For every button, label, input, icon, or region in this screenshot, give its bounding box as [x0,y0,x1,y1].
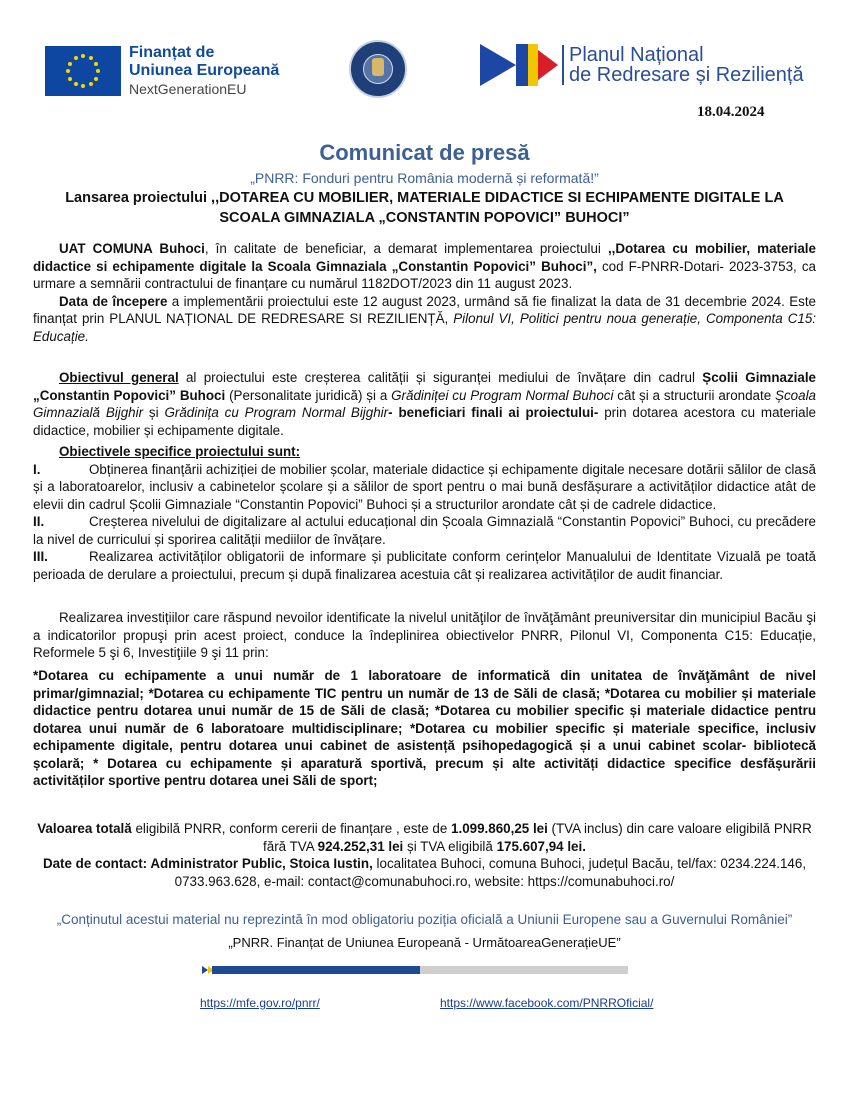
eu-star-icon [81,54,85,58]
pnrr-arrows-icon [480,44,558,86]
eu-star-icon [68,77,72,81]
project-title-line2: SCOALA GIMNAZIALA „CONSTANTIN POPOVICI” BUHOCI” [219,210,630,226]
investments-paragraph [33,609,816,662]
pnrr-signature: „PNRR. Finanțat de Uniunea Europeană - UrmătoareaGenerațieUE” [228,935,621,950]
item-number: III. [33,549,48,564]
guvernul-romaniei-seal-icon [349,40,407,98]
facebook-link[interactable]: https://www.facebook.com/PNRROficial/ [440,996,654,1010]
slogan: „PNRR: Fonduri pentru România modernă și reformată!” [250,170,599,186]
vat-value: 175.607,94 lei. [496,838,586,854]
bar-blue-segment [212,966,420,974]
kindergarten-name: Grădiniței cu Program Normal Buhoci [391,387,614,403]
budget-paragraph [33,820,816,855]
specific-objective-item [33,513,816,548]
eu-star-icon [89,82,93,86]
mfe-link[interactable]: https://mfe.gov.ro/pnrr/ [200,996,320,1010]
intro-paragraph-2 [33,293,816,346]
eu-flag-icon [45,46,121,96]
item-text: Obținerea finanțării achiziției de mobilier școlar, materiale didactice și echipamente digitale necesare dotării sălilor de clasă și a laboratoarelor, inclusiv a cabinetelor școlare și a sălilor de sport pentru o mai bună desfășurare a activităților didactice atât de elevii din cadrul Școlii Gimnaziale “Constantin Popovici” Buhoci și a structurilor arondate cât și de cadrele didactice. [33,461,816,512]
specific-objectives-heading [33,443,816,461]
general-objective-label: Obiectivul general [59,370,179,385]
budget-text: și TVA eligibilă [403,838,497,854]
eu-star-icon [96,69,100,73]
eu-star-icon [74,56,78,60]
specific-objectives-section [33,443,816,583]
objective-text: (Personalitate juridică) și a [225,387,392,403]
investments-text: Realizarea investițiilor care răspund nevoilor identificate la nivelul unităţilor de învăţământ preuniversitar din municipiul Bacău şi a indicatorilor propuşi prin acest proiect, conduce la îndeplinirea obiectivelor PNRR, Pilonul VI, Componenta C15: Educație, Reformele 5 şi 6, Investiţiile 9 şi 11 prin: [33,610,816,660]
total-value-label: Valoarea totală [37,821,132,836]
item-text: Realizarea activităților obligatorii de informare și publicitate conform cerințelor Manualului de Identitate Vizuală pe toată perioada de derulare a proiectului, precum și după finalizarea acestuia cât și realizarea activităților de audit financiar. [33,549,816,582]
eu-funding-logo [45,44,279,98]
contact-label: Date de contact: Administrator Public, Stoica Iustin, [42,856,373,871]
intro-text: cod F-PNRR-Dotari- 2023-3753, ca urmare a semnării contractului de finanțare cu numărul 1182DOT/2023 din 11 august 2023. [33,258,816,291]
contact-paragraph [33,855,816,890]
objective-text: cât și a structurii arondate [613,387,776,403]
heading-text: Obiectivele specifice proiectului sunt: [59,444,301,459]
eu-star-icon [81,84,85,88]
budget-text: (TVA inclus) din care valoare eligibilă PNRR fără TVA [263,821,812,854]
specific-objective-item [33,461,816,514]
document-date: 18.04.2024 [697,104,765,120]
disclaimer: „Conținutul acestui material nu reprezintă în mod obligatoriu poziția oficială a Uniunii Europene sau a Guvernului României” [56,912,793,927]
budget-text: eligibilă PNRR, conform cererii de finanțare , este de [131,821,452,836]
decorative-progress-bar [202,966,628,974]
start-date-label: Data de începere [59,293,168,309]
item-number: I. [33,461,41,477]
school-structure-name: Școala Gimnazială Bijghir [33,387,816,420]
page-title: Comunicat de presă [319,140,530,165]
eu-logo-line2: Uniunea Europeană [129,62,280,79]
eu-star-icon [68,62,72,66]
kindergarten-structure-name: Grădinița cu Program Normal Bijghir [164,405,389,420]
eu-star-icon [94,77,98,81]
total-value: 1.099.860,25 lei [451,821,548,836]
eu-star-icon [94,62,98,66]
pnrr-logo-line2: de Redresare și Reziliență [569,64,804,86]
item-text: Creșterea nivelului de digitalizare al actului educațional din Școala Gimnazială “Constantin Popovici” Buhoci, cu precădere la nivel de curricului și sporirea calității mediilor de învățare. [33,514,816,547]
pnrr-logo-line1: Planul Național [569,44,704,66]
intro-text: a implementării proiectului este 12 august 2023, urmând să fie finalizat la data de 31 decembrie 2024. Este finanțat prin PLANUL NAȚIONAL DE REDRESARE SI REZILIENȚĂ, [33,293,816,326]
eu-logo-line1: Finanțat de [129,44,215,61]
bar-grey-segment [420,966,628,974]
intro-paragraph-1 [33,240,816,293]
eu-star-icon [89,56,93,60]
coat-of-arms-icon [372,58,384,76]
value-without-vat: 924.252,31 lei [317,838,404,854]
objective-text: prin dotarea acestora cu materiale didactice, mobilier și echipamente digitale. [33,405,816,438]
beneficiary-name: UAT COMUNA Buhoci [59,241,205,256]
objective-text: al proiectului este creșterea calității și siguranței mediului de învățare din cadrul [178,370,703,385]
project-title [0,188,849,228]
pnrr-logo [480,44,804,86]
project-title-line1: Lansarea proiectului ,,DOTAREA CU MOBILIER, MATERIALE DIDACTICE SI ECHIPAMENTE DIGITALE LA [65,190,784,206]
objective-text: și [143,405,165,420]
eu-star-icon [66,69,70,73]
final-beneficiaries: - beneficiari finali ai proiectului- [388,405,599,420]
specific-objective-item [33,548,816,583]
component-text: Pilonul VI, Politici pentru noua generație, Componenta C15: Educație. [33,311,816,344]
eu-logo-line3: NextGenerationEU [129,81,247,97]
contact-details: localitatea Buhoci, comuna Buhoci, județul Bacău, tel/fax: 0234.224.146, 0733.963.628, e-mail: contact@comunabuhoci.ro, website: https://comunabuhoci.ro/ [174,856,807,889]
school-name: Școlii Gimnaziale „Constantin Popovici” Buhoci [33,370,816,403]
project-name: ,,Dotarea cu mobilier, materiale didactice si echipamente digitale la Scoala Gimnaziala „Constantin Popovici” Buhoci”, [33,241,816,274]
intro-section [33,240,816,345]
general-objective-paragraph [33,369,816,439]
item-number: II. [33,514,45,529]
eu-star-icon [74,82,78,86]
budget-section [33,820,816,890]
intro-text: , în calitate de beneficiar, a demarat implementarea proiectului [204,241,608,256]
equipment-list: *Dotarea cu echipamente a unui număr de 1 laboratoare de informatică din unitatea de învăţământ de nivel primar/gimnazial; *Dotarea cu echipamente TIC pentru un număr de 13 de Săli de clasă; *Dotarea cu mobilier și materiale didactice pentru dotarea unui număr de 15 de Săli de clasă; *Dotarea cu mobilier specific și materiale didactice pentru dotarea unui număr de 6 laboratoare multidisciplinare; *Dotarea cu mobilier specific și materiale specifice, inclusiv echipamente digitale, pentru dotarea unui cabinet de asistență psihopedagogică și a unui cabinet scolar- bibliotecă școlară; * Dotarea cu echipamente și aparatură sportivă, precum și alte activități didactice specifice desfășurării activităților sportive pentru dotarea unei Săli de sport; [33,668,816,788]
